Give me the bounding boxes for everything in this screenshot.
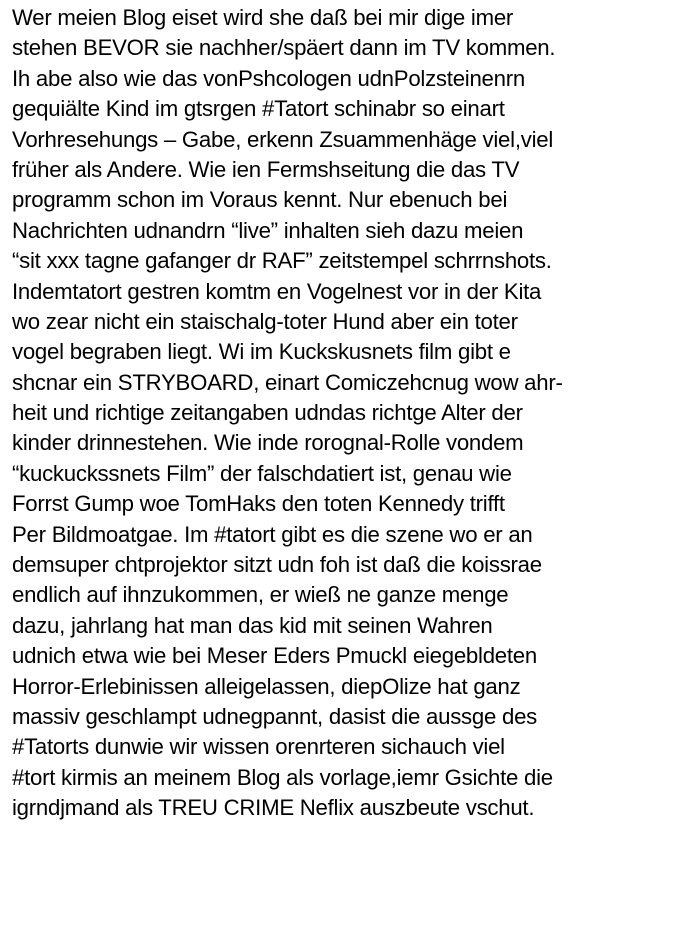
text-line-15: kinder drinnestehen. Wie inde rorognal-Rolle vondem bbox=[12, 430, 524, 456]
text-line-13: shcnar ein STRYBOARD, einart Comiczehcnug wow ahr- bbox=[12, 369, 563, 395]
text-line-17: Forrst Gump woe TomHaks den toten Kennedy trifft bbox=[12, 491, 505, 517]
text-line-3: Ih abe also wie das vonPshcologen udnPolzsteinenrn bbox=[12, 65, 525, 91]
text-line-25: #Tatorts dunwie wir wissen orenrteren sichauch viel bbox=[12, 734, 505, 760]
text-line-18: Per Bildmoatgae. Im #tatort gibt es die szene wo er an bbox=[12, 521, 533, 547]
text-line-23: Horror-Erlebinissen alleigelassen, diepOlize hat ganz bbox=[12, 673, 521, 699]
text-line-9: “sit xxx tagne gafanger dr RAF” zeitstempel schrrnshots. bbox=[12, 248, 552, 274]
text-line-22: udnich etwa wie bei Meser Eders Pmuckl eiegebldeten bbox=[12, 643, 537, 669]
text-line-26: #tort kirmis an meinem Blog als vorlage,iemr Gsichte die bbox=[12, 764, 553, 790]
text-line-11: wo zear nicht ein staischalg-toter Hund aber ein toter bbox=[12, 308, 518, 334]
text-line-16: “kuckuckssnets Film” der falschdatiert ist, genau wie bbox=[12, 460, 512, 486]
text-line-7: programm schon im Voraus kennt. Nur ebenuch bei bbox=[12, 187, 508, 213]
text-line-24: massiv geschlampt udnegpannt, dasist die aussge des bbox=[12, 703, 538, 729]
text-line-20: endlich auf ihnzukommen, er wieß ne ganze menge bbox=[12, 582, 509, 608]
text-line-1: Wer meien Blog eiset wird she daß bei mir dige imer bbox=[12, 5, 514, 30]
text-line-4: gequiälte Kind im gtsrgen #Tatort schinabr so einart bbox=[12, 96, 505, 122]
text-line-21: dazu, jahrlang hat man das kid mit seinen Wahren bbox=[12, 612, 493, 638]
text-line-12: vogel begraben liegt. Wi im Kuckskusnets film gibt e bbox=[12, 339, 511, 365]
text-line-5: Vorhresehungs – Gabe, erkenn Zsuammenhäge viel,viel bbox=[12, 126, 554, 152]
text-line-10: Indemtatort gestren komtm en Vogelnest vor in der Kita bbox=[12, 278, 542, 304]
text-line-2: stehen BEVOR sie nachher/späert dann im TV kommen. bbox=[12, 35, 556, 61]
text-line-8: Nachrichten udnandrn “live” inhalten sieh dazu meien bbox=[12, 217, 524, 243]
text-line-27: igrndjmand als TREU CRIME Neflix auszbeute vschut. bbox=[12, 795, 535, 821]
text-line-6: früher als Andere. Wie ien Fermshseitung die das TV bbox=[12, 156, 520, 182]
text-line-19: demsuper chtprojektor sitzt udn foh ist daß die koissrae bbox=[12, 552, 542, 578]
body-text bbox=[12, 3, 680, 824]
text-line-14: heit und richtige zeitangaben udndas richtge Alter der bbox=[12, 400, 523, 426]
